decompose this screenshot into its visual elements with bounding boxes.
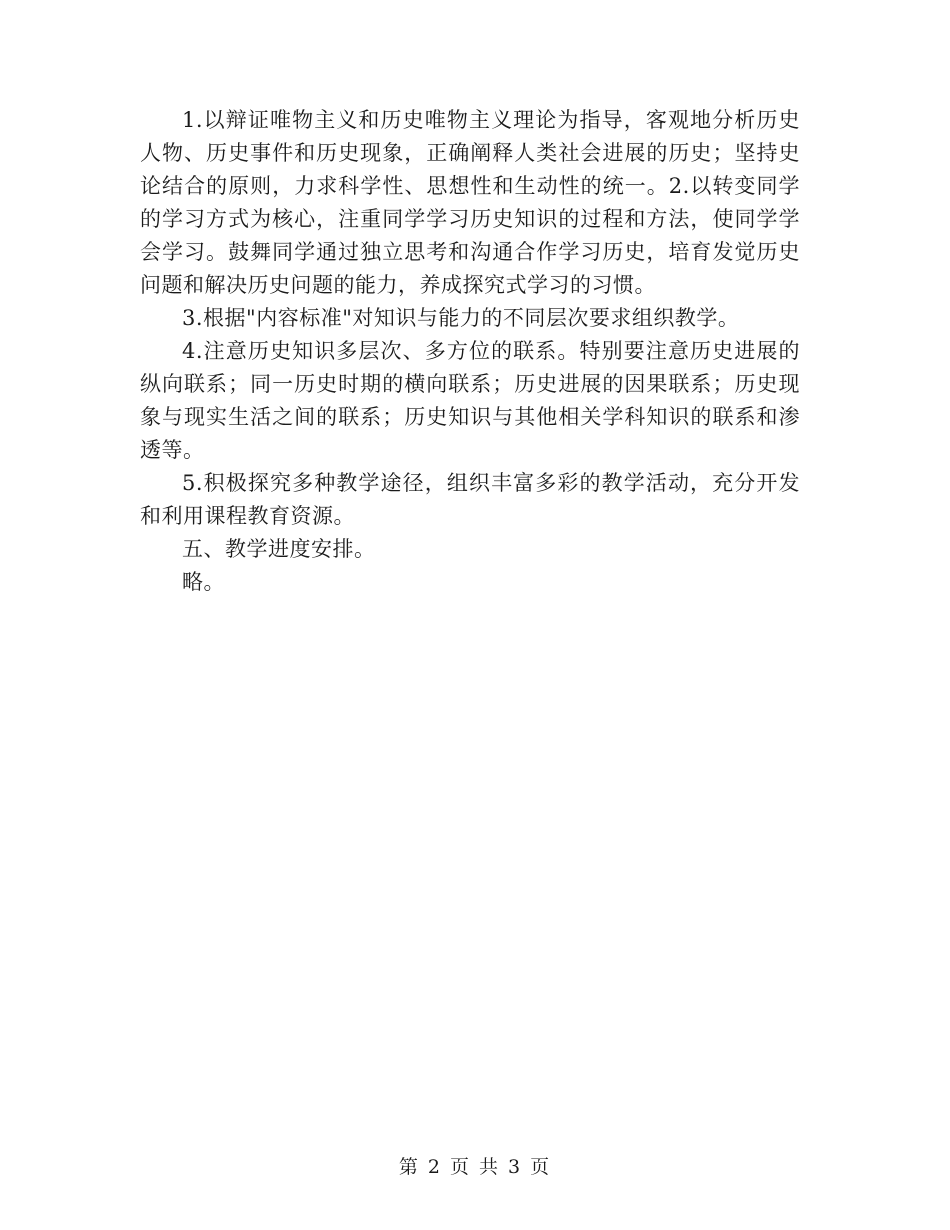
paragraph-principles-1-2: 1.以辩证唯物主义和历史唯物主义理论为指导，客观地分析历史人物、历史事件和历史现象，正确阐释人类社会进展的历史；坚持史论结合的原则，力求科学性、思想性和生动性的统一。2.以转变同学的学习方式为核心，注重同学学习历史知识的过程和方法，使同学学会学习。鼓舞同学通过独立思考和沟通合作学习历史，培育发觉历史问题和解决历史问题的能力，养成探究式学习的习惯。 <box>140 108 800 297</box>
section-heading-schedule: 五、教学进度安排。 <box>182 537 376 561</box>
paragraph-principle-3: 3.根据"内容标准"对知识与能力的不同层次要求组织教学。 <box>182 306 740 330</box>
paragraph-principle-5: 5.积极探究多种教学途径，组织丰富多彩的教学活动，充分开发和利用课程教育资源。 <box>140 471 800 528</box>
paragraph-omitted: 略。 <box>182 570 225 594</box>
document-body <box>140 104 800 599</box>
page-number-footer: 第 2 页 共 3 页 <box>398 1156 552 1178</box>
paragraph-principle-4: 4.注意历史知识多层次、多方位的联系。特别要注意历史进展的纵向联系；同一历史时期的横向联系；历史进展的因果联系；历史现象与现实生活之间的联系；历史知识与其他相关学科知识的联系和渗透等。 <box>140 339 800 462</box>
